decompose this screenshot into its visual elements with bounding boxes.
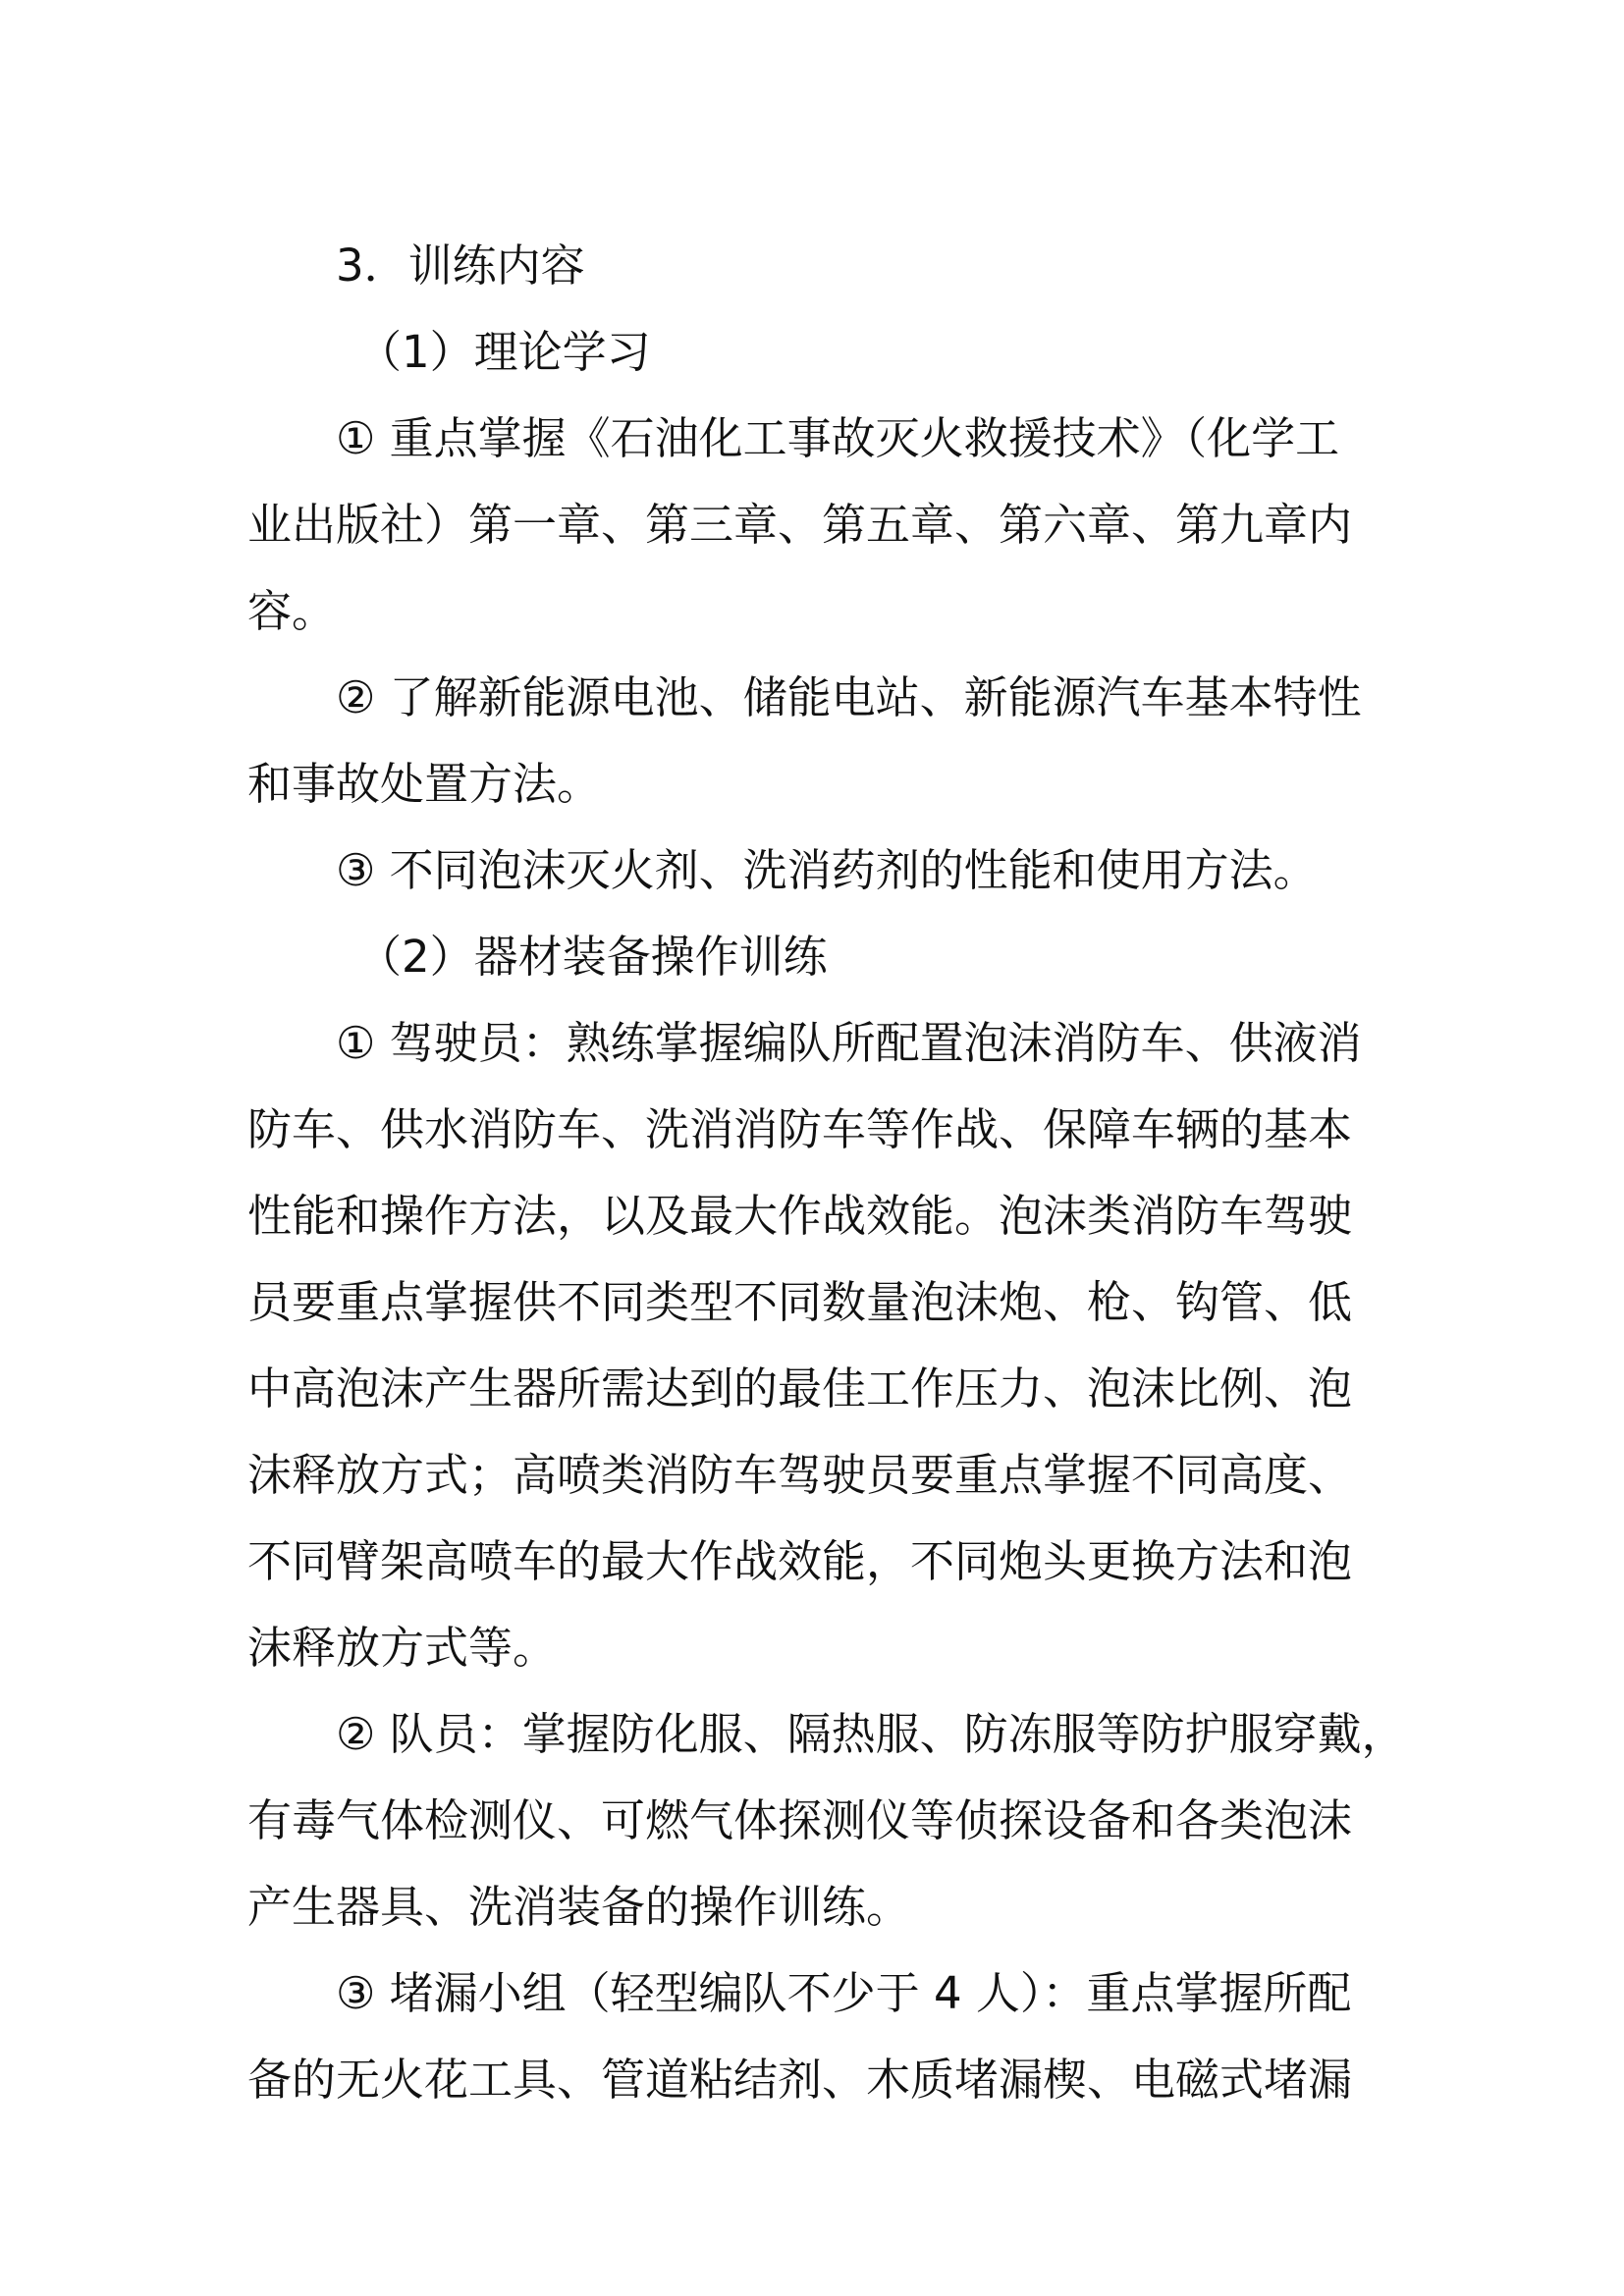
paragraph-line: 沫释放方式；高喷类消防车驾驶员要重点掌握不同高度、 (247, 1449, 1353, 1501)
paragraph-line: 容。 (247, 585, 337, 637)
paragraph-line: 和事故处置方法。 (247, 758, 602, 810)
document-body (247, 223, 1406, 2123)
subsection-heading-theory: （1）理论学习 (357, 326, 651, 378)
paragraph-line: ③ 不同泡沫灭火剂、洗消药剂的性能和使用方法。 (336, 844, 1318, 896)
paragraph-line: 不同臂架高喷车的最大作战效能，不同炮头更换方法和泡 (247, 1535, 1353, 1587)
paragraph-line: ② 了解新能源电池、储能电站、新能源汽车基本特性 (336, 671, 1362, 723)
paragraph-line: ② 队员：掌握防化服、隔热服、防冻服等防护服穿戴， (336, 1708, 1406, 1760)
paragraph-line: 性能和操作方法，以及最大作战效能。泡沫类消防车驾驶 (247, 1190, 1353, 1242)
paragraph-line: ① 驾驶员：熟练掌握编队所配置泡沫消防车、供液消 (336, 1017, 1362, 1069)
paragraph-line: 备的无火花工具、管道粘结剂、木质堵漏楔、电磁式堵漏 (247, 2054, 1353, 2106)
paragraph-line: ③ 堵漏小组（轻型编队不少于 4 人）：重点掌握所配 (336, 1967, 1352, 2019)
subsection-heading-equipment-training: （2）器材装备操作训练 (357, 931, 828, 983)
paragraph-line: 防车、供水消防车、洗消消防车等作战、保障车辆的基本 (247, 1103, 1353, 1155)
paragraph-line: ① 重点掌握《石油化工事故灭火救援技术》（化学工 (336, 412, 1340, 464)
paragraph-line: 中高泡沫产生器所需达到的最佳工作压力、泡沫比例、泡 (247, 1362, 1353, 1415)
paragraph-line: 沫释放方式等。 (247, 1622, 558, 1674)
paragraph-line: 员要重点掌握供不同类型不同数量泡沫炮、枪、钩管、低 (247, 1276, 1353, 1328)
paragraph-line: 有毒气体检测仪、可燃气体探测仪等侦探设备和各类泡沫 (247, 1794, 1353, 1846)
paragraph-line: 业出版社）第一章、第三章、第五章、第六章、第九章内 (247, 499, 1353, 551)
section-heading-training-content: 3．训练内容 (336, 240, 585, 292)
paragraph-line: 产生器具、洗消装备的操作训练。 (247, 1881, 911, 1933)
